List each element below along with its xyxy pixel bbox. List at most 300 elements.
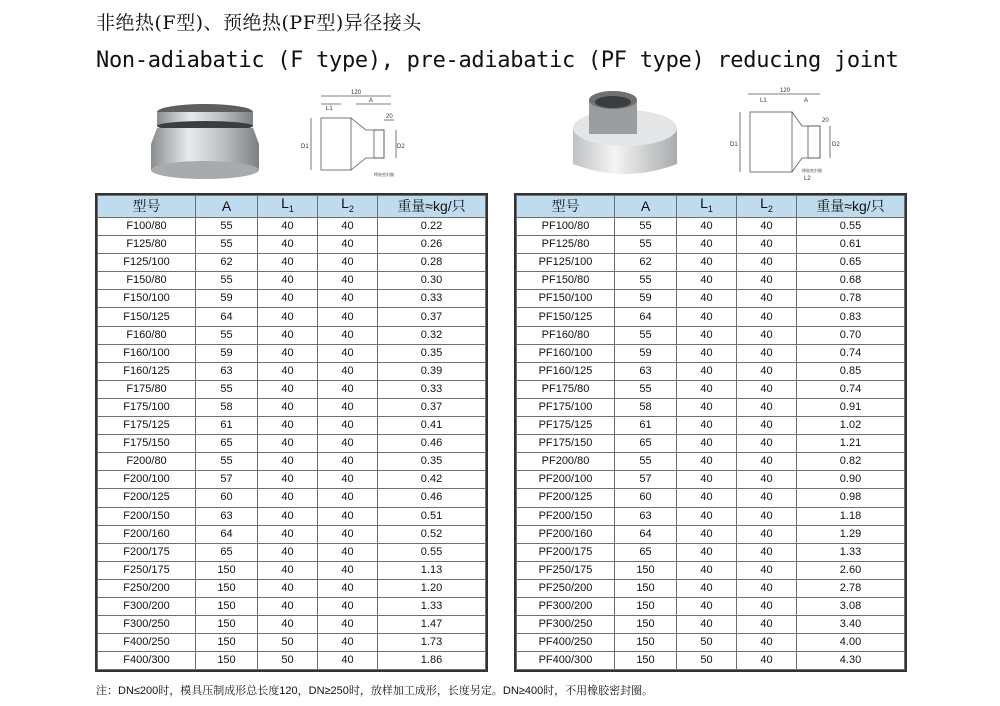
table-cell-w: 0.83	[797, 308, 905, 326]
table-cell-w: 0.22	[378, 218, 486, 236]
table-cell-model: F160/80	[98, 326, 196, 344]
table-cell-w: 0.46	[378, 489, 486, 507]
table-cell-l1: 40	[677, 525, 737, 543]
table-cell-l2: 40	[737, 326, 797, 344]
table-cell-l1: 40	[677, 326, 737, 344]
table-cell-l2: 40	[318, 380, 378, 398]
table-cell-model: PF200/160	[517, 525, 615, 543]
table-cell-l1: 40	[677, 398, 737, 416]
table-cell-a: 150	[615, 652, 677, 670]
pf-col-l2-sub: 2	[767, 203, 773, 214]
table-cell-model: F400/300	[98, 652, 196, 670]
table-cell-model: PF400/300	[517, 652, 615, 670]
table-cell-model: PF150/80	[517, 272, 615, 290]
table-cell-l2: 40	[737, 308, 797, 326]
table-cell-l2: 40	[318, 362, 378, 380]
table-cell-a: 60	[196, 489, 258, 507]
table-cell-l1: 40	[677, 543, 737, 561]
table-cell-l1: 40	[258, 380, 318, 398]
table-cell-a: 55	[196, 380, 258, 398]
f-type-table	[97, 195, 486, 670]
table-cell-w: 0.28	[378, 254, 486, 272]
table-row	[98, 435, 486, 453]
table-cell-l1: 40	[677, 616, 737, 634]
col-l1-sub: 1	[288, 203, 294, 214]
table-cell-model: PF175/125	[517, 417, 615, 435]
table-row	[98, 561, 486, 579]
table-row	[98, 398, 486, 416]
table-cell-l1: 40	[677, 308, 737, 326]
table-cell-l2: 40	[737, 453, 797, 471]
col-a-header: A	[196, 196, 258, 218]
table-cell-w: 4.30	[797, 652, 905, 670]
table-row	[517, 652, 905, 670]
table-cell-l2: 40	[737, 634, 797, 652]
pf-seal-label: 橡胶密封圈	[802, 168, 822, 173]
col-l1-letter: L	[281, 195, 289, 212]
table-cell-l2: 40	[318, 616, 378, 634]
table-cell-model: PF160/125	[517, 362, 615, 380]
table-cell-l2: 40	[737, 380, 797, 398]
table-cell-model: F250/175	[98, 561, 196, 579]
pf-dim-l2-label: L2	[804, 176, 811, 182]
table-cell-l2: 40	[318, 308, 378, 326]
table-cell-l2: 40	[318, 218, 378, 236]
table-cell-w: 0.46	[378, 435, 486, 453]
dim-d2-label: D2	[397, 144, 405, 150]
table-cell-a: 150	[615, 634, 677, 652]
table-cell-l1: 40	[258, 417, 318, 435]
table-row	[517, 344, 905, 362]
table-cell-a: 55	[196, 326, 258, 344]
table-cell-l2: 40	[737, 398, 797, 416]
table-cell-model: F160/125	[98, 362, 196, 380]
table-row	[98, 254, 486, 272]
pf-col-l1-letter: L	[700, 195, 708, 212]
table-cell-w: 1.18	[797, 507, 905, 525]
table-cell-a: 58	[615, 398, 677, 416]
table-cell-w: 0.91	[797, 398, 905, 416]
table-row	[517, 326, 905, 344]
table-cell-l1: 40	[258, 326, 318, 344]
table-cell-l2: 40	[318, 597, 378, 615]
table-cell-model: PF200/150	[517, 507, 615, 525]
table-cell-w: 3.40	[797, 616, 905, 634]
f-type-drawing	[296, 88, 406, 180]
table-cell-l2: 40	[737, 272, 797, 290]
table-cell-l2: 40	[737, 597, 797, 615]
table-cell-a: 57	[196, 471, 258, 489]
table-cell-w: 0.41	[378, 417, 486, 435]
pf-col-model-header: 型号	[517, 196, 615, 218]
table-cell-l1: 40	[258, 398, 318, 416]
table-cell-l2: 40	[737, 236, 797, 254]
table-cell-w: 1.33	[797, 543, 905, 561]
table-cell-a: 150	[615, 597, 677, 615]
table-cell-a: 55	[196, 236, 258, 254]
table-cell-l2: 40	[737, 507, 797, 525]
table-cell-l2: 40	[318, 236, 378, 254]
table-row	[517, 579, 905, 597]
table-cell-l2: 40	[318, 543, 378, 561]
table-cell-w: 1.33	[378, 597, 486, 615]
table-cell-l2: 40	[737, 489, 797, 507]
table-cell-w: 0.78	[797, 290, 905, 308]
table-cell-l2: 40	[318, 272, 378, 290]
table-cell-w: 0.85	[797, 362, 905, 380]
table-cell-l2: 40	[318, 344, 378, 362]
table-cell-l2: 40	[318, 254, 378, 272]
table-cell-model: PF175/80	[517, 380, 615, 398]
table-cell-model: F200/150	[98, 507, 196, 525]
table-cell-model: F175/125	[98, 417, 196, 435]
table-row	[98, 634, 486, 652]
table-row	[517, 507, 905, 525]
table-cell-l1: 40	[258, 579, 318, 597]
table-row	[98, 471, 486, 489]
table-cell-a: 55	[196, 218, 258, 236]
table-cell-l1: 40	[677, 236, 737, 254]
col-l1-header	[258, 196, 318, 218]
table-cell-l1: 40	[258, 290, 318, 308]
table-row	[98, 579, 486, 597]
table-cell-model: PF175/150	[517, 435, 615, 453]
table-cell-l1: 40	[258, 218, 318, 236]
dim-l1-label: L1	[326, 106, 333, 112]
pf-dim-20-label: 20	[822, 118, 829, 124]
pf-table-header-row	[517, 196, 905, 218]
table-cell-model: F150/125	[98, 308, 196, 326]
table-cell-l2: 40	[318, 290, 378, 308]
table-cell-a: 150	[196, 597, 258, 615]
table-cell-model: PF300/200	[517, 597, 615, 615]
table-cell-l2: 40	[737, 254, 797, 272]
table-row	[517, 236, 905, 254]
table-cell-l2: 40	[737, 290, 797, 308]
table-cell-a: 61	[615, 417, 677, 435]
table-cell-l2: 40	[318, 525, 378, 543]
table-row	[517, 380, 905, 398]
table-cell-model: PF400/250	[517, 634, 615, 652]
table-cell-a: 57	[615, 471, 677, 489]
table-cell-w: 0.51	[378, 507, 486, 525]
table-cell-model: F175/150	[98, 435, 196, 453]
table-cell-l1: 50	[258, 634, 318, 652]
table-cell-l1: 40	[258, 453, 318, 471]
table-cell-a: 61	[196, 417, 258, 435]
table-cell-w: 0.61	[797, 236, 905, 254]
pf-col-weight-header: 重量≈kg/只	[797, 196, 905, 218]
table-row	[517, 525, 905, 543]
pf-dim-overall-label: 120	[780, 88, 791, 94]
table-cell-l1: 40	[677, 272, 737, 290]
dim-20-label: 20	[386, 114, 393, 120]
table-cell-l2: 40	[318, 398, 378, 416]
table-cell-l2: 40	[318, 471, 378, 489]
table-row	[517, 290, 905, 308]
table-row	[517, 634, 905, 652]
table-cell-a: 63	[196, 362, 258, 380]
table-cell-l2: 40	[737, 652, 797, 670]
table-cell-l1: 50	[677, 634, 737, 652]
table-cell-l2: 40	[318, 579, 378, 597]
table-cell-w: 0.65	[797, 254, 905, 272]
table-row	[98, 525, 486, 543]
table-cell-l2: 40	[318, 634, 378, 652]
col-weight-header: 重量≈kg/只	[378, 196, 486, 218]
table-row	[98, 308, 486, 326]
table-cell-model: PF150/125	[517, 308, 615, 326]
table-cell-model: PF125/80	[517, 236, 615, 254]
table-cell-w: 0.35	[378, 344, 486, 362]
table-cell-l2: 40	[318, 561, 378, 579]
table-cell-w: 0.74	[797, 380, 905, 398]
table-cell-l1: 40	[677, 453, 737, 471]
table-row	[98, 453, 486, 471]
table-cell-l2: 40	[737, 344, 797, 362]
table-cell-l1: 40	[258, 525, 318, 543]
table-cell-l2: 40	[318, 453, 378, 471]
table-row	[98, 616, 486, 634]
table-cell-l1: 40	[677, 254, 737, 272]
table-cell-a: 63	[196, 507, 258, 525]
table-row	[98, 652, 486, 670]
table-cell-model: F125/80	[98, 236, 196, 254]
table-row	[98, 489, 486, 507]
table-cell-model: PF175/100	[517, 398, 615, 416]
table-cell-l1: 40	[677, 290, 737, 308]
table-cell-l1: 40	[677, 435, 737, 453]
table-cell-model: F175/100	[98, 398, 196, 416]
dim-overall-label: 120	[351, 90, 362, 96]
table-cell-a: 63	[615, 507, 677, 525]
table-cell-l1: 40	[677, 362, 737, 380]
table-cell-l2: 40	[318, 489, 378, 507]
col-l2-letter: L	[341, 195, 349, 212]
pf-col-l1-header	[677, 196, 737, 218]
table-cell-l1: 50	[677, 652, 737, 670]
table-cell-model: PF160/80	[517, 326, 615, 344]
table-cell-model: F200/160	[98, 525, 196, 543]
table-row	[98, 597, 486, 615]
table-cell-l1: 40	[258, 435, 318, 453]
table-row	[517, 616, 905, 634]
table-cell-w: 1.29	[797, 525, 905, 543]
table-cell-w: 0.33	[378, 380, 486, 398]
table-cell-l2: 40	[318, 417, 378, 435]
table-cell-l2: 40	[737, 417, 797, 435]
table-cell-a: 150	[196, 561, 258, 579]
table-cell-w: 0.68	[797, 272, 905, 290]
table-row	[98, 236, 486, 254]
table-cell-w: 1.20	[378, 579, 486, 597]
table-cell-l2: 40	[318, 507, 378, 525]
table-cell-a: 59	[615, 344, 677, 362]
table-row	[98, 417, 486, 435]
table-cell-a: 62	[196, 254, 258, 272]
table-cell-l1: 40	[258, 597, 318, 615]
table-cell-a: 65	[615, 435, 677, 453]
table-row	[98, 543, 486, 561]
table-row	[517, 417, 905, 435]
dim-a-label: A	[369, 98, 374, 104]
table-cell-model: PF100/80	[517, 218, 615, 236]
pf-col-l1-sub: 1	[707, 203, 713, 214]
table-cell-l1: 40	[677, 507, 737, 525]
table-cell-w: 0.26	[378, 236, 486, 254]
table-row	[517, 435, 905, 453]
table-cell-a: 64	[615, 525, 677, 543]
table-cell-l1: 40	[258, 489, 318, 507]
table-cell-l2: 40	[737, 471, 797, 489]
table-row	[98, 218, 486, 236]
table-cell-a: 55	[615, 236, 677, 254]
pf-col-l2-letter: L	[760, 195, 768, 212]
table-cell-model: PF200/100	[517, 471, 615, 489]
title-chinese: 非绝热(F型)、预绝热(PF型)异径接头	[96, 12, 422, 34]
table-cell-a: 64	[196, 308, 258, 326]
table-cell-model: PF200/175	[517, 543, 615, 561]
table-cell-w: 0.90	[797, 471, 905, 489]
table-cell-l2: 40	[318, 435, 378, 453]
col-model-header: 型号	[98, 196, 196, 218]
table-cell-w: 1.73	[378, 634, 486, 652]
table-cell-model: PF160/100	[517, 344, 615, 362]
table-cell-a: 150	[196, 616, 258, 634]
f-table-header-row	[98, 196, 486, 218]
table-row	[98, 507, 486, 525]
pf-type-photo	[565, 88, 685, 184]
pf-dim-a-label: A	[804, 98, 809, 104]
table-cell-w: 1.13	[378, 561, 486, 579]
table-cell-model: F160/100	[98, 344, 196, 362]
table-cell-w: 0.33	[378, 290, 486, 308]
pf-dim-d2-label: D2	[832, 142, 840, 148]
table-cell-w: 0.42	[378, 471, 486, 489]
f-type-photo	[145, 98, 265, 184]
table-cell-w: 2.60	[797, 561, 905, 579]
table-cell-a: 58	[196, 398, 258, 416]
table-row	[517, 489, 905, 507]
table-row	[517, 561, 905, 579]
table-cell-a: 55	[615, 453, 677, 471]
col-l2-sub: 2	[348, 203, 354, 214]
table-cell-model: PF200/125	[517, 489, 615, 507]
table-row	[98, 362, 486, 380]
table-cell-w: 4.00	[797, 634, 905, 652]
pf-type-table	[516, 195, 905, 670]
table-cell-model: PF250/175	[517, 561, 615, 579]
table-cell-l1: 40	[677, 380, 737, 398]
table-row	[517, 308, 905, 326]
table-cell-l1: 40	[258, 344, 318, 362]
table-row	[517, 543, 905, 561]
table-row	[98, 272, 486, 290]
table-row	[98, 326, 486, 344]
table-cell-l1: 40	[258, 254, 318, 272]
table-cell-w: 0.32	[378, 326, 486, 344]
table-cell-w: 1.21	[797, 435, 905, 453]
table-cell-a: 63	[615, 362, 677, 380]
table-cell-l2: 40	[737, 616, 797, 634]
table-row	[517, 218, 905, 236]
table-cell-l2: 40	[318, 326, 378, 344]
col-l2-header	[318, 196, 378, 218]
seal-label: 橡胶密封圈	[374, 172, 394, 177]
table-cell-model: F300/250	[98, 616, 196, 634]
table-cell-l1: 40	[677, 579, 737, 597]
table-row	[98, 290, 486, 308]
table-row	[517, 597, 905, 615]
table-cell-a: 55	[615, 272, 677, 290]
table-cell-l1: 40	[677, 561, 737, 579]
table-cell-l2: 40	[318, 652, 378, 670]
table-cell-model: F175/80	[98, 380, 196, 398]
table-cell-l1: 40	[258, 561, 318, 579]
table-cell-a: 150	[615, 561, 677, 579]
table-cell-a: 150	[615, 616, 677, 634]
table-cell-a: 64	[196, 525, 258, 543]
table-cell-l1: 40	[258, 616, 318, 634]
table-cell-l2: 40	[737, 525, 797, 543]
table-cell-w: 0.70	[797, 326, 905, 344]
table-cell-a: 59	[615, 290, 677, 308]
dim-d1-label: D1	[301, 144, 309, 150]
table-cell-l2: 40	[737, 579, 797, 597]
table-cell-l2: 40	[737, 362, 797, 380]
table-cell-l1: 40	[677, 489, 737, 507]
table-cell-l1: 40	[677, 218, 737, 236]
table-cell-a: 150	[196, 634, 258, 652]
table-cell-w: 0.55	[797, 218, 905, 236]
table-cell-l1: 40	[258, 236, 318, 254]
table-cell-a: 150	[615, 579, 677, 597]
table-cell-w: 0.52	[378, 525, 486, 543]
table-cell-l1: 40	[258, 362, 318, 380]
table-row	[517, 254, 905, 272]
table-cell-l1: 40	[258, 471, 318, 489]
table-cell-model: F250/200	[98, 579, 196, 597]
table-cell-a: 59	[196, 344, 258, 362]
pf-dim-l1-label: L1	[760, 98, 767, 104]
table-cell-a: 64	[615, 308, 677, 326]
table-cell-w: 0.55	[378, 543, 486, 561]
table-cell-model: F150/100	[98, 290, 196, 308]
table-row	[98, 380, 486, 398]
table-cell-w: 0.35	[378, 453, 486, 471]
table-cell-model: PF300/250	[517, 616, 615, 634]
table-cell-l1: 50	[258, 652, 318, 670]
table-cell-model: F125/100	[98, 254, 196, 272]
table-cell-w: 0.39	[378, 362, 486, 380]
table-cell-l2: 40	[737, 561, 797, 579]
table-cell-w: 1.02	[797, 417, 905, 435]
table-row	[517, 398, 905, 416]
table-cell-model: F200/80	[98, 453, 196, 471]
table-cell-l1: 40	[677, 417, 737, 435]
table-cell-model: F400/250	[98, 634, 196, 652]
table-cell-w: 2.78	[797, 579, 905, 597]
table-cell-model: F300/200	[98, 597, 196, 615]
table-cell-w: 3.08	[797, 597, 905, 615]
table-cell-l1: 40	[677, 597, 737, 615]
table-cell-l2: 40	[737, 543, 797, 561]
table-cell-w: 0.30	[378, 272, 486, 290]
table-cell-w: 0.98	[797, 489, 905, 507]
table-row	[517, 362, 905, 380]
table-cell-a: 65	[196, 435, 258, 453]
footnote: 注：DN≤200时，模具压制成形总长度120，DN≥250时，放样加工成形，长度另定。DN≥400时，不用橡胶密封圈。	[96, 685, 654, 697]
